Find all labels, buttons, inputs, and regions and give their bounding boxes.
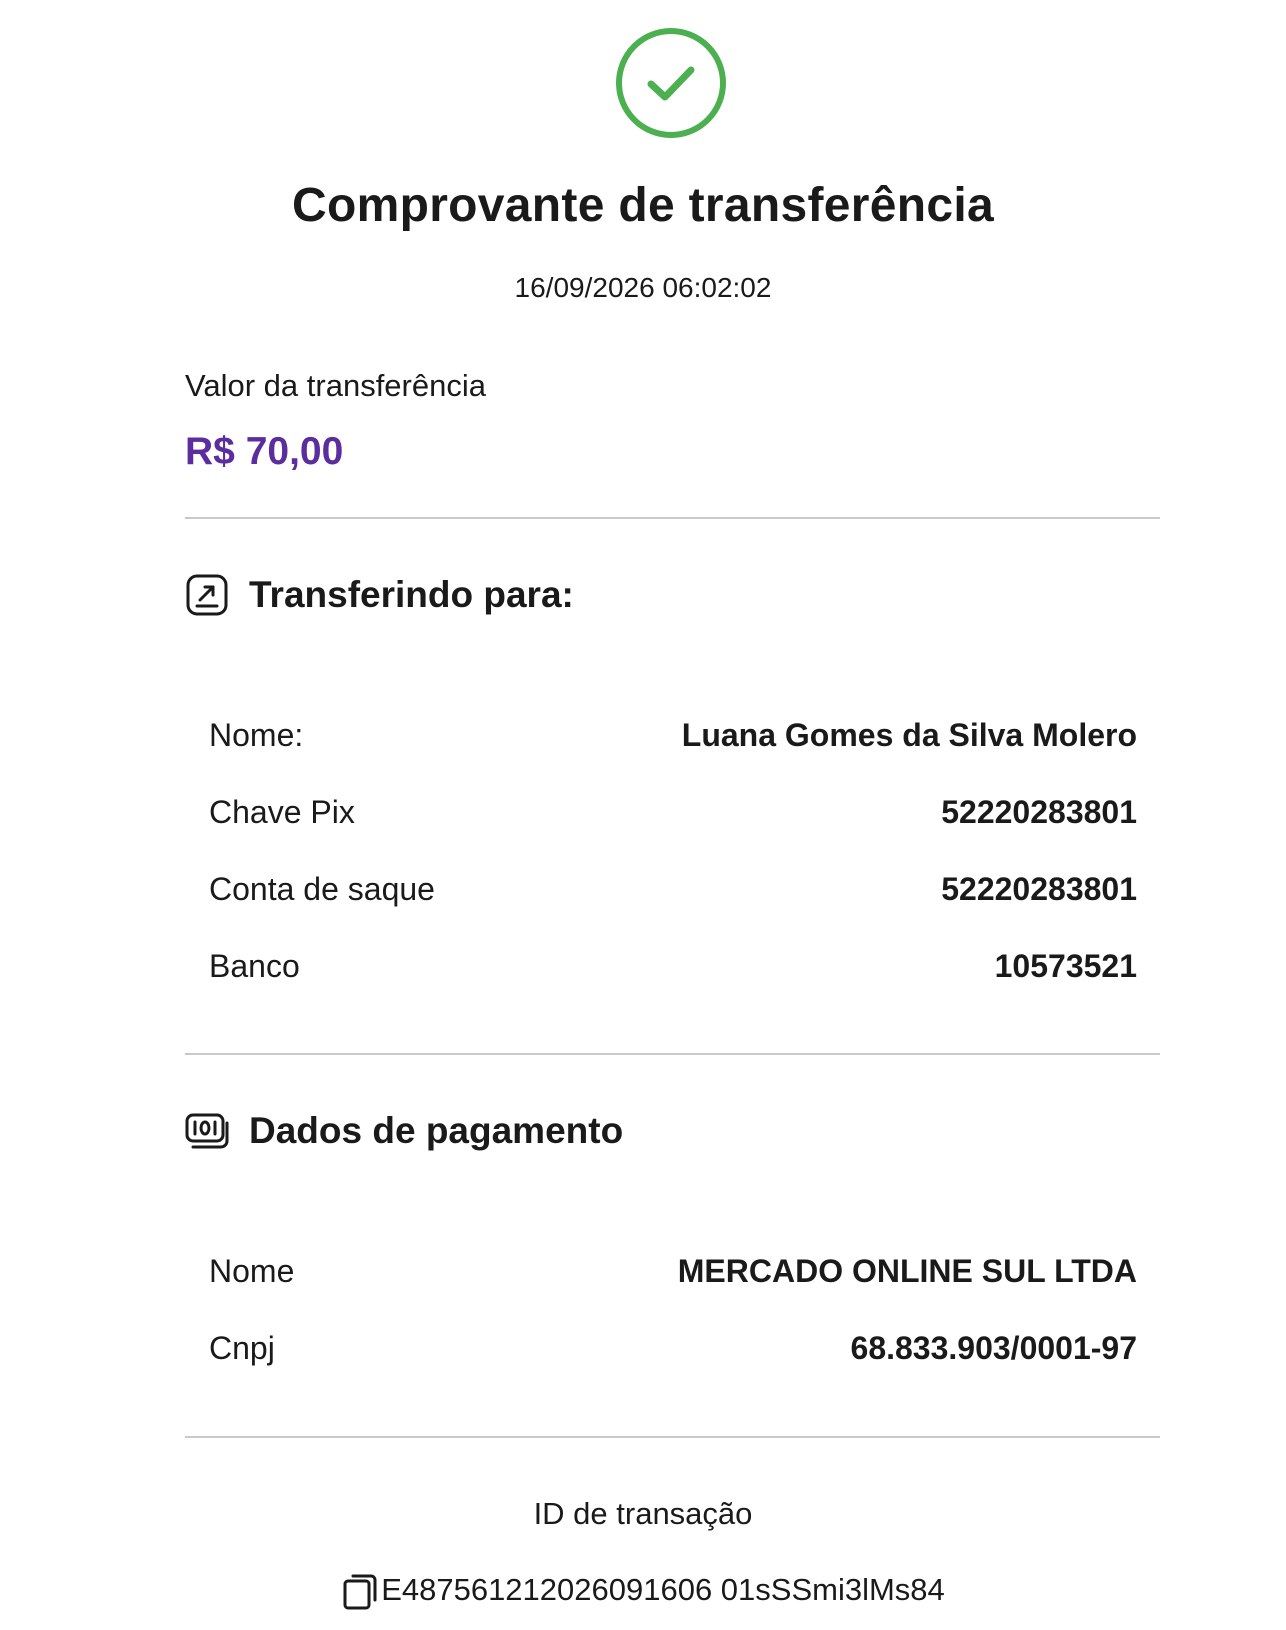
recipient-row-pix-key (209, 790, 1137, 834)
amount-label: Valor da transferência (185, 368, 486, 403)
success-check-icon (614, 26, 728, 140)
row-label: Cnpj (209, 1329, 275, 1366)
payment-section-title: Dados de pagamento (249, 1110, 624, 1151)
divider (185, 517, 1160, 519)
recipient-row-name (209, 713, 1137, 757)
recipient-section-title: Transferindo para: (249, 574, 574, 615)
row-value: 52220283801 (941, 793, 1137, 830)
row-label: Nome: (209, 716, 304, 753)
receipt-title: Comprovante de transferência (292, 179, 994, 232)
outgoing-transfer-icon (185, 573, 229, 617)
row-label: Nome (209, 1252, 295, 1289)
payment-row-name (209, 1249, 1137, 1293)
divider (185, 1053, 1160, 1055)
row-label: Chave Pix (209, 793, 355, 830)
copy-icon[interactable] (341, 1570, 379, 1610)
row-value: 10573521 (994, 947, 1137, 984)
row-value: 68.833.903/0001-97 (850, 1329, 1137, 1366)
recipient-row-account (209, 867, 1137, 911)
transaction-id-label: ID de transação (533, 1496, 753, 1531)
row-label: Banco (209, 947, 300, 984)
row-value: Luana Gomes da Silva Molero (681, 716, 1137, 753)
row-label: Conta de saque (209, 870, 435, 907)
divider (185, 1436, 1160, 1438)
recipient-section-header (185, 571, 574, 619)
recipient-row-bank (209, 944, 1137, 988)
transaction-id-value: E487561212026091606 01sSSmi3lMs84 (381, 1572, 945, 1607)
payment-row-cnpj (209, 1326, 1137, 1370)
money-bill-icon (185, 1109, 229, 1153)
payment-section-header (185, 1107, 623, 1155)
row-value: MERCADO ONLINE SUL LTDA (677, 1252, 1137, 1289)
amount-value: R$ 70,00 (185, 430, 344, 473)
transaction-id-row[interactable] (0, 1570, 1286, 1610)
receipt-datetime: 16/09/2026 06:02:02 (514, 272, 772, 303)
row-value: 52220283801 (941, 870, 1137, 907)
